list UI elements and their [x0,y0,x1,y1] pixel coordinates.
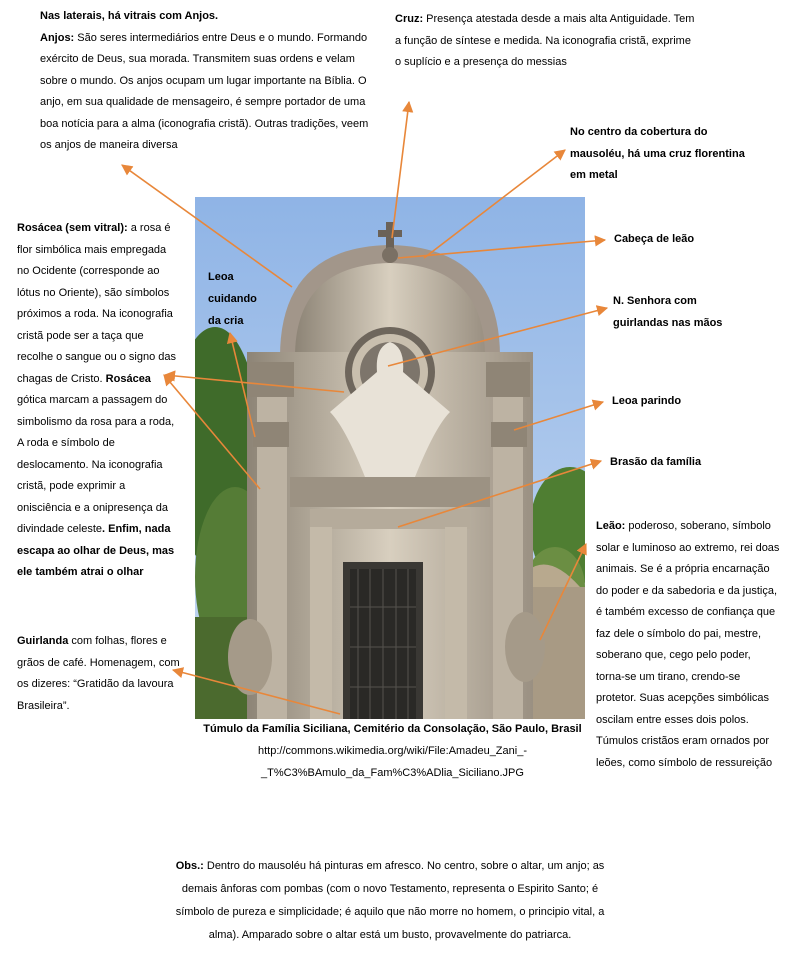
cross-annotation [395,9,695,74]
lioness-cub-annotation: Leoa cuidando da cria [208,271,257,327]
rose-window-ending: . Enfim, nada escapa ao olhar de Deus, mas ele também atrai o olhar [17,523,175,578]
garland-term: Guirlanda [17,635,69,647]
rose-window-text: a rosa é flor simbólica mais empregada no Ocidente (corresponde ao lótus no Oriente), são símbolos próximos a roda. Na iconografia cristã pode ser a taça que recolhe o sangue ou o signo das chagas de Cristo. [17,222,177,385]
cross-term: Cruz: [395,13,424,25]
florentine-cross-annotation: No centro da cobertura do mausoléu, há uma cruz florentina em metal [570,126,745,181]
photo-caption-url-1: http://commons.wikimedia.org/wiki/File:Amadeu_Zani_- [258,745,527,757]
photo-caption-title: Túmulo da Família Siciliana, Cemitério da Consolação, São Paulo, Brasil [203,723,582,735]
lioness-birth-annotation: Leoa parindo [612,395,682,407]
rose-window-term: Rosácea (sem vitral): [17,222,128,234]
gothic-rose-text: gótica marcam a passagem do simbolismo da rosa para a roda, A roda e símbolo de deslocamento. Na iconografia cristã, pode exprimir a onisciência e a onipresença da divindade celeste [17,394,175,535]
coat-of-arms-annotation: Brasão da família [610,456,702,468]
garland-text: com folhas, flores e grãos de café. Homenagem, com os dizeres: “Gratidão da lavoura Brasileira”. [17,635,180,712]
lion-term: Leão: [596,520,626,532]
obs-note [170,855,610,947]
photo-caption-url-2: _T%C3%BAmulo_da_Fam%C3%ADlia_Siciliano.JPG [261,767,524,779]
cross-text: Presença atestada desde a mais alta Antiguidade. Tem a função de síntese e medida. Na iconografia cristã, exprime o suplício e a presença do messias [395,13,695,68]
angels-heading: Nas laterais, há vitrais com Anjos. [40,10,219,22]
lion-head-annotation: Cabeça de leão [614,233,695,245]
angels-term: Anjos: [40,31,75,44]
angels-text: São seres intermediários entre Deus e o mundo. Formando exército de Deus, sua morada. Transmitem suas ordens e velam sobre o mundo. Os anjos ocupam um lugar importante na Bíblia. O anjo, em sua qualidade de mensageiro, é sempre portador de uma boa notícia para a alma (iconografia cristã). Outras tradições, veem os anjos de maneira diversa [40,31,369,151]
lion-annotation [596,516,782,774]
our-lady-annotation: N. Senhora com guirlandas nas mãos [613,295,723,329]
rose-window-annotation [17,218,177,584]
angels-annotation [40,6,370,157]
gothic-rose-term: Rosácea [105,372,151,385]
lion-text: poderoso, soberano, símbolo solar e luminoso ao extremo, rei doas animais. Se é a própria encarnação do poder e da sabedoria e da justiça, é também excesso de confiança que faz dele o símbolo do pai, mestre, soberano que, cego pelo poder, torna-se um tirano, crendo-se protetor. Suas acepções simbólicas oscilam entre esses dois polos. Túmulos cristãos eram ornados por leões, como símbolo de ressureição [596,520,780,769]
obs-term: Obs.: [175,860,204,872]
obs-text: Dentro do mausoléu há pinturas em afresco. No centro, sobre o altar, um anjo; as demais ânforas com pombas (com o novo Testamento, representa o Espirito Santo; é símbolo de pureza e simplicidade; é aquilo que não morre no homem, o principio vital, a alma). Amparado sobre o altar está um busto, provavelmente do patriarca. [175,860,605,941]
garland-annotation [17,631,182,717]
